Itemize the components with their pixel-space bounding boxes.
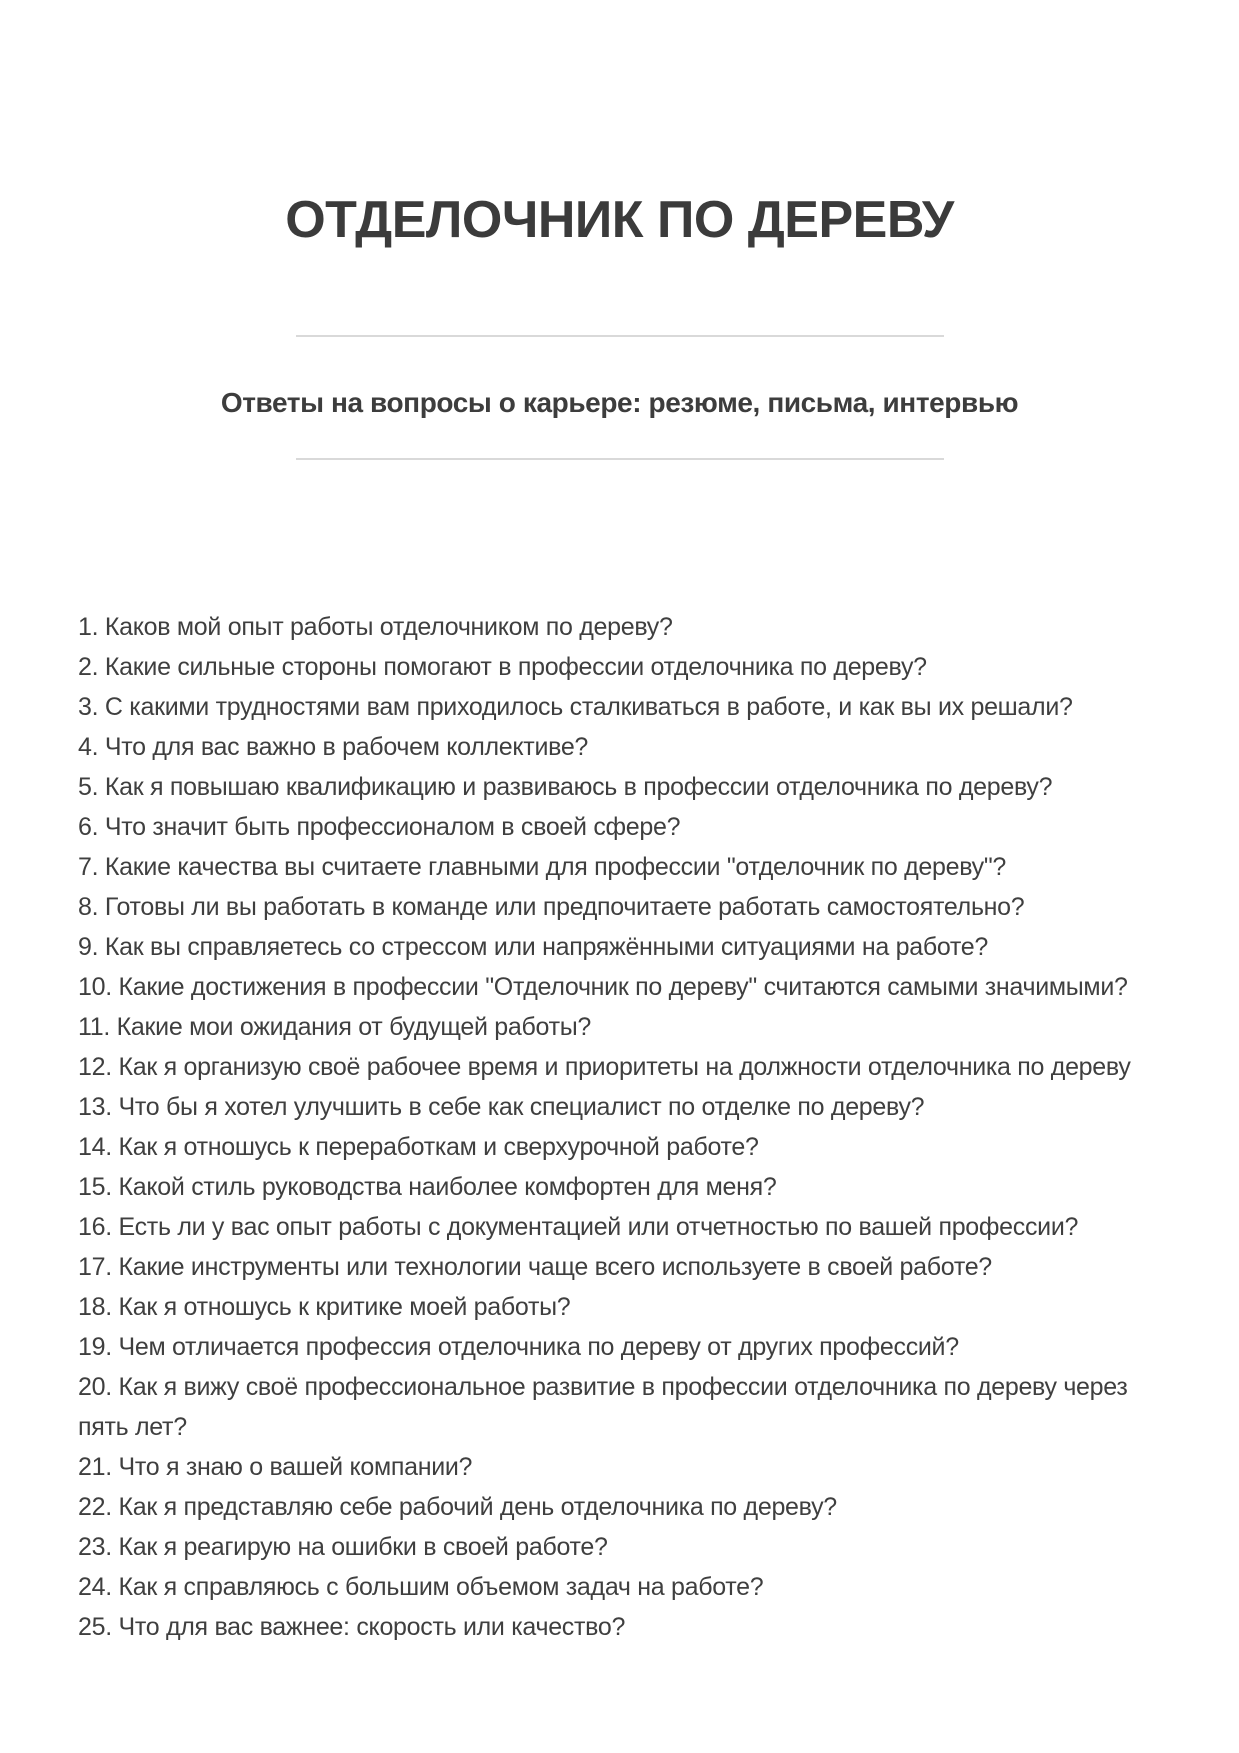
question-item: 11. Какие мои ожидания от будущей работы? (78, 1013, 592, 1041)
question-item: 19. Чем отличается профессия отделочника по дереву от других профессий? (78, 1333, 959, 1361)
question-item: 25. Что для вас важнее: скорость или качество? (78, 1613, 626, 1641)
questions-list (78, 607, 1170, 1647)
question-item: 7. Какие качества вы считаете главными для профессии "отделочник по дереву"? (78, 853, 1007, 881)
question-item: 9. Как вы справляетесь со стрессом или напряжёнными ситуациями на работе? (78, 933, 988, 961)
question-item: 20. Как я вижу своё профессиональное развитие в профессии отделочника по дереву через пять лет? (78, 1373, 1128, 1441)
question-item: 18. Как я отношусь к критике моей работы? (78, 1293, 571, 1321)
question-item: 5. Как я повышаю квалификацию и развиваюсь в профессии отделочника по дереву? (78, 773, 1053, 801)
question-item: 15. Какой стиль руководства наиболее комфортен для меня? (78, 1173, 777, 1201)
page-title: ОТДЕЛОЧНИК ПО ДЕРЕВУ (285, 191, 954, 249)
question-item: 23. Как я реагирую на ошибки в своей работе? (78, 1533, 608, 1561)
page-subtitle: Ответы на вопросы о карьере: резюме, письма, интервью (220, 387, 1019, 418)
divider (296, 458, 944, 460)
question-item: 16. Есть ли у вас опыт работы с документацией или отчетностью по вашей профессии? (78, 1213, 1079, 1241)
question-item: 13. Что бы я хотел улучшить в себе как специалист по отделке по дереву? (78, 1093, 925, 1121)
question-item: 1. Каков мой опыт работы отделочником по дереву? (78, 613, 673, 641)
question-item: 6. Что значит быть профессионалом в своей сфере? (78, 813, 681, 841)
question-item: 22. Как я представляю себе рабочий день отделочника по дереву? (78, 1493, 837, 1521)
question-item: 10. Какие достижения в профессии "Отделочник по дереву" считаются самыми значимыми? (78, 973, 1128, 1001)
question-item: 8. Готовы ли вы работать в команде или предпочитаете работать самостоятельно? (78, 893, 1025, 921)
question-item: 4. Что для вас важно в рабочем коллективе? (78, 733, 589, 761)
question-item: 21. Что я знаю о вашей компании? (78, 1453, 473, 1481)
question-item: 17. Какие инструменты или технологии чаще всего используете в своей работе? (78, 1253, 992, 1281)
question-item: 3. С какими трудностями вам приходилось сталкиваться в работе, и как вы их решали? (78, 693, 1073, 721)
question-item: 12. Как я организую своё рабочее время и приоритеты на должности отделочника по дереву (78, 1053, 1131, 1081)
question-item: 2. Какие сильные стороны помогают в профессии отделочника по дереву? (78, 653, 927, 681)
question-item: 14. Как я отношусь к переработкам и сверхурочной работе? (78, 1133, 759, 1161)
divider (296, 335, 944, 337)
question-item: 24. Как я справляюсь с большим объемом задач на работе? (78, 1573, 764, 1601)
